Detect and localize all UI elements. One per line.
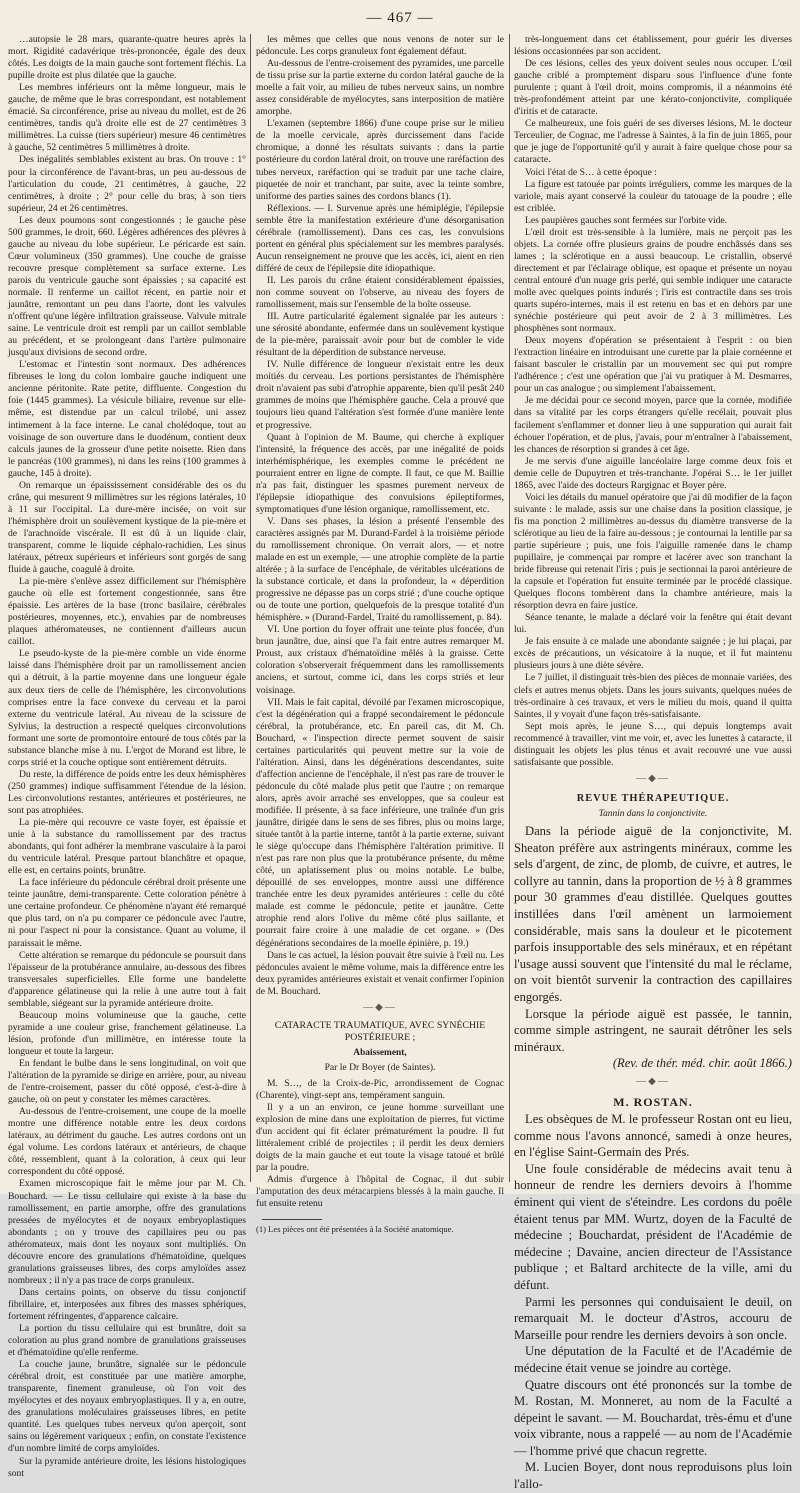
paragraph: L'estomac et l'intestin sont normaux. Des adhérences fibreuses le long du colon lombaire gauche indiquent une ancienne péritonite. Rate petite, diffluente. Congestion du foie (1445 grammes). La vésicule biliaire, revenue sur elle-même, est distendue par un calcul trilobé, uni assez intimement à la face interne. Le canal cholédoque, tout au voisinage de son ouverture dans le duodénum, contient deux calculs jaunes de la grosseur d'une petite noisette. Rien dans le pancréas (100 grammes), ni dans les reins (100 grammes à gauche, 145 à droite).	[8, 359, 246, 479]
section-heading-rostan: M. ROSTAN.	[613, 1094, 693, 1109]
paragraph: V. Dans ses phases, la lésion a présenté l'ensemble des caractères assignés par M. Durand-Fardel à la troisième période du ramollissement chronique. On verrait alors, — et notre malade en est un exemple, — une atrophie complète de la partie altérée ; à la surface de l'encéphale, de véritables ulcérations de la substance corticale, et dans la profondeur, la « déperdition progressive ne dépasse pas un corps strié ; d'une couche optique ou de toute une portion, quelquefois de la presque totalité d'un hémisphère. » (Durand-Fardel, Traité du ramollissement, p. 84).	[256, 515, 504, 624]
paragraph: Les paupières gauches sont fermées sur l'orbite vide.	[525, 214, 728, 226]
article-body-rostan	[514, 1111, 792, 1493]
paragraph: Lorsque la période aiguë est passée, le tannin, comme simple astringent, ne saurait détrôner les sels minéraux.	[514, 1006, 792, 1054]
column-divider	[509, 34, 510, 1182]
paragraph: La pie-mère qui recouvre ce vaste foyer, est épaissie et unie à la substance du ramollissement par des tractus abondants, qui font adhérer la membrane vasculaire à la paroi du ventricule latéral. Presque partout blanchâtre et opaque, elle est, en certains points, brunâtre.	[8, 817, 246, 877]
paragraph: Admis d'urgence à l'hôpital de Cognac, il dut subir l'amputation des deux métacarpiens blessés à la main gauche. Il fut ensuite retenu	[256, 1174, 504, 1210]
paragraph: …autopsie le 28 mars, quarante-quatre heures après la mort. Rigidité cadavérique très-prononcée, égale des deux côtés. Les doigts de la main gauche sont fortement fléchis. La pupille droite est plus dilatée que la gauche.	[8, 34, 246, 82]
paragraph: Je fais ensuite à ce malade une abondante saignée ; je lui plaçai, par excès de précautions, un vésicatoire à la nuque, et il fut maintenu plusieurs jours à une diète sévère.	[514, 636, 792, 672]
paragraph: L'œil droit est très-sensible à la lumière, mais ne perçoit pas les objets. La cornée offre plusieurs grains de poudre enchâssés dans ses lames ; la sclérotique en a aussi beaucoup. Le cristallin, observé directement et par l'éclairage oblique, est opaque et présente un noyau central entouré d'un nuage gris perlé, qui semble indiquer une cataracte molle avec quelques points indurés ; l'iris est contractile dans ses trois quarts supéro-internes, mais il est retenu en bas et en dehors par une synéchie postérieure qui peut avoir de 2 à 3 millimètres. Les phosphènes sont normaux.	[514, 226, 792, 335]
paragraph: Deux moyens d'opération se présentaient à l'esprit : ou bien l'extraction linéaire en introduisant une curette par la plaie cornéenne et faisant basculer le cristallin par un mouvement sec qui put rompre l'adhérence ; c'est une opération que j'ai vu pratiquer à M. Desmarres, pour un cas analogue ; ou simplement l'abaissement.	[514, 335, 792, 395]
paragraph: Je me décidai pour ce second moyen, parce que la cornée, modifiée dans sa vitalité par les corps étrangers qu'elle recélait, pouvait plus facilement s'enflammer et donner lieu à une suppuration qui aurait fait échouer l'opération, et de plus, j'avais, pour m'entraîner à l'abaissement, les chances de résorption si grandes à cet âge.	[514, 395, 792, 455]
ornament-divider: —◆—	[636, 772, 670, 784]
paragraph: Beaucoup moins volumineuse que la gauche, cette pyramide a une couleur grise, franchement gélatineuse. La lésion, profonde d'un millimètre, en intéresse toute la longueur et toute la largeur.	[8, 1009, 246, 1057]
column-3	[514, 34, 792, 1492]
paragraph: Quatre discours ont été prononcés sur la tombe de M. Rostan, M. Monneret, au nom de la Faculté a dépeint le savant. — M. Bouchardat, très-ému et d'une voix vibrante, nous a rappelé — au nom de l'Académie — l'homme privé que chacun regrette.	[514, 1377, 792, 1458]
paragraph: très-longuement dans cet établissement, pour guérir les diverses lésions occasionnées par son accident.	[514, 34, 792, 58]
footnote: (1) Les pièces ont été présentées à la Société anatomique.	[256, 1223, 454, 1234]
ornament-divider: —◆—	[636, 1075, 670, 1087]
section-subheading: Tannin dans la conjonctivite.	[598, 808, 708, 819]
paragraph: Dans le cas actuel, la lésion pouvait être suivie à l'œil nu. Les pédoncules avaient le même volume, mais la différence entre les deux pyramides antérieures existait et venait confirmer l'opinion de M. Bouchard.	[256, 949, 504, 997]
paragraph: III. Autre particularité également signalée par les auteurs : une sérosité abondante, enfermée dans un soulèvement kystique de la pie-mère, paraissait avoir pour but de combler le vide résultant de la déperdition de substance nerveuse.	[256, 311, 504, 359]
paragraph: M. Lucien Boyer, dont nous reproduisons plus loin l'allo-	[514, 1460, 792, 1492]
paragraph: Ce malheureux, une fois guéri de ses diverses lésions, M. le docteur Terceulier, de Cognac, me l'adresse à Saintes, à la fin de juin 1865, pour que je juge de l'opportunité qu'il y aurait à faire quelque chose pour sa cataracte.	[514, 118, 792, 166]
paragraph: Quant à l'opinion de M. Baume, qui cherche à expliquer l'intensité, la fréquence des accès, par une inégalité de poids interhémisphérique, les exemples comme le précédent ne pourraient entrer en ligne de compte. Il faut, ce que M. Baillie n'a pas fait, distinguer les spasmes purement nerveux de l'épilepsie idiopathique des convulsions épileptiformes, symptomatiques d'une lésion organique, ramollissement, etc.	[256, 431, 504, 515]
article-subtitle: Abaissement,	[353, 1047, 407, 1058]
page-number: — 467 —	[366, 10, 434, 26]
paragraph: La couche jaune, brunâtre, signalée sur le pédoncule cérébral droit, est constituée par une matière amorphe, transparente, finement granuleuse, où l'on voit des myélocytes et des noyaux embryoplastiques. Il y a, en outre, des granulations moléculaires graisseuses libres, en petite quantité. Les quelques tubes nerveux qu'on aperçoit, sont sains ou légèrement variqueux ; enfin, on constate l'existence d'un nombre limité de corps amyloïdes.	[8, 1359, 246, 1455]
paragraph: Il y a un an environ, ce jeune homme surveillant une explosion de mine dans une exploitation de pierres, fut victime d'un accident qui fit éclater prématurément la poudre. Il fut littéralement criblé de projectiles ; il perdit les deux derniers doigts de la main gauche et eut toute la visage tatoué et brûlé par la poudre.	[256, 1102, 504, 1174]
paragraph: Sept mois après, le jeune S…, qui depuis longtemps avait recommencé à travailler, vint me voir, et, avec les lunettes à cataracte, il distinguait les objets les plus ténus et avait recouvré une vue aussi satisfaisante que possible.	[514, 720, 792, 768]
paragraph: Le 7 juillet, il distinguait très-bien des pièces de monnaie variées, des clefs et autres menus objets. Dans les jours suivants, quelques nuées de très-ordinaire à ces travaux, et vers le milieu du mois, quand il quitta Saintes, il y voyait d'une façon très-satisfaisante.	[514, 672, 792, 720]
paragraph: VI. Une portion du foyer offrait une teinte plus foncée, d'un brun jaunâtre, due, ainsi que l'a fait entre autres remarquer M. Proust, aux cristaux d'hématoïdine mêlés à la graisse. Cette coloration s'observerait fréquemment dans les ramollissements anciens, et surtout, comme ici, dans les corps striés et leur voisinage.	[256, 624, 504, 696]
paragraph: Les obsèques de M. le professeur Rostan ont eu lieu, comme nous l'avons annoncé, samedi à onze heures, en l'église Saint-Germain des Prés.	[514, 1112, 792, 1160]
article-body-cataract-continued	[514, 34, 792, 769]
paragraph: La face inférieure du pédoncule cérébral droit présente une teinte jaunâtre, demi-transparente. Cette coloration pénètre à une certaine profondeur. Ce phénomène n'ayant été remarqué que plus tard, on n'a pu comparer ce pédoncule avec l'autre, ni pour l'aspect ni pour la consistance. Quant au volume, il paraissait le même.	[8, 877, 246, 949]
column-2	[256, 34, 504, 1234]
paragraph: On remarque un épaississement considérable des os du crâne, qui mesurent 9 millimètres sur les régions latérales, 10 à 11 sur l'occipital. La dure-mère incisée, on voit sur l'hémisphère droit un soulèvement kystique de la pie-mère et de l'arachnoïde viscérale. Il est dû à un liquide clair, transparent, comme le liquide céphalo-rachidien. Les sinus latéraux, pétreux supérieurs et inférieurs sont gorgés de sang fluide à gauche, coagulé à droite.	[8, 479, 246, 576]
paragraph: L'examen (septembre 1866) d'une coupe prise sur le milieu de la moelle cervicale, après durcissement dans l'acide chromique, a donné les résultats suivants : dans la partie postérieure du cordon latéral droit, on trouve une raréfaction des tubes nerveux, raréfaction qui se traduit par une tache claire, piquetée de noir et tranchant, par suite, avec la teinte sombre, uniforme des parties saines des cordons blancs (1).	[256, 118, 504, 202]
paragraph: Dans la période aiguë de la conjonctivite, M. Sheaton préfère aux astringents minéraux, comme les sels d'argent, de zinc, de plomb, de cuivre, et autres, le collyre au tannin, dans la proportion de ½ à 8 grammes pour 30 grammes d'eau distillée. Quelques gouttes instillées dans l'œil amènent un larmoiement considérable, mais sans la douleur et le picotement parfois insupportable des sels minéraux, et en répétant l'usage aussi souvent que l'intensité du mal le réclame, on voit bientôt survenir la contraction des capillaires engorgés.	[514, 824, 792, 1004]
paragraph: Je me servis d'une aiguille lancéolaire large comme deux fois et demie celle de Dupuytren et très-tranchante. J'opérai S… le 1er juillet 1865, avec l'aide des docteurs Rargignac et Boyer père.	[514, 455, 792, 491]
column-divider	[250, 34, 251, 1182]
paragraph: Séance tenante, le malade a déclaré voir la fenêtre qui était devant lui.	[514, 612, 792, 636]
paragraph: Au-dessous de l'entre-croisement, une coupe de la moelle montre une différence notable entre les deux cordons latéraux, au détriment du gauche. Les autres cordons ont un égal volume. Les cordons latéraux et antérieurs, de chaque côté, ressemblent, quant à la coloration, à ceux qui leur correspondent du côté opposé.	[8, 1106, 246, 1178]
footnote-rule	[262, 1219, 322, 1220]
paragraph: Les deux poumons sont congestionnés ; le gauche pèse 500 grammes, le droit, 660. Légères adhérences des plèvres à gauche au niveau du lobe supérieur. Le péricarde est sain. Cœur volumineux (350 grammes). Une couche de graisse recouvre presque complètement sa surface externe. Les parois du ventricule gauche sont épaissies ; sa capacité est normale. Il renferme un caillot récent, en partie noir et jaunâtre, remontant un peu dans l'aorte, dont les valvules n'offrent qu'une légère infiltration graisseuse. Valvule mitrale saine. Le ventricule droit est rempli par un caillot semblable au précédent, et se prolongeant dans l'artère pulmonaire jusqu'aux divisions de second ordre.	[8, 214, 246, 359]
paragraph: Les membres inférieurs ont la même longueur, mais le gauche, de même que le bras correspondant, est notablement émacié. Sa circonférence, prise au niveau du mollet, est de 26 centimètres, tandis qu'à droite elle est de 27 centimètres 3 millimètres. La cuisse (tiers supérieur) mesure 46 centimètres à gauche, 52 centimètres 5 millimètres à droite.	[8, 82, 246, 154]
article-title-cataract: CATARACTE TRAUMATIQUE, AVEC SYNÉCHIE POSTÉRIEURE ;	[274, 1019, 486, 1043]
paragraph: La portion du tissu cellulaire qui est brunâtre, doit sa coloration au plus grand nombre de granulations graisseuses et d'hématoïdine qu'elle renferme.	[8, 1323, 246, 1359]
paragraph: La pie-mère s'enlève assez difficilement sur l'hémisphère gauche où elle est fortement congestionnée, sans être épaissie. Les artères de la base (tronc basilaire, cérébrales postérieures, moyennes, etc.), envahies par de nombreuses plaques athéromateuses, ne contiennent d'ailleurs aucun caillot.	[8, 576, 246, 648]
paragraph: Réflexions. — I. Survenue après une hémiplégie, l'épilepsie semble être la manifestation extérieure d'une désorganisation cérébrale (ramollissement). Dans ces cas, les convulsions portent en général plus spécialement sur les membres paralysés. Aucun renseignement ne prouve que les accès, ici, aient en rien différé de ceux de l'épilepsie dite idiopathique.	[256, 202, 504, 274]
article-byline: Par le Dr Boyer (de Saintes).	[324, 1061, 436, 1073]
paragraph: M. S…, de la Croix-de-Pic, arrondissement de Cognac (Charente), vingt-sept ans, tempérament sanguin.	[256, 1077, 504, 1102]
paragraph: Le pseudo-kyste de la pie-mère comble un vide énorme laissé dans l'hémisphère droit par un ramollissement ancien qui a détruit, à la partie moyenne dans une longueur égale aux deux tiers de celle de l'hémisphère, les circonvolutions comprises entre la face convexe du cerveau et la paroi externe du ventricule latéral. Au niveau de la scissure de Sylvius, la destruction a respecté quelques circonvolutions formant une sorte de promontoire entouré de tous côtés par la substance blanche mise à nu. L'ergot de Morand est libre, le corps strié et la couche optique sont entièrement détruits.	[8, 648, 246, 768]
section-heading-therapeutique: REVUE THÉRAPEUTIQUE.	[576, 792, 730, 804]
paragraph: Parmi les personnes qui conduisaient le deuil, on remarquait M. le docteur d'Astros, accouru de Marseille pour rendre les derniers devoirs à son oncle.	[514, 1294, 792, 1342]
paragraph: En fendant le bulbe dans le sens longitudinal, on voit que l'altération de la pyramide se dirige en arrière, pour, au niveau de l'entre-croisement, passer du côté opposé, c'est-à-dire à gauche, où on peut y constater les mêmes caractères.	[8, 1057, 246, 1106]
article-body-cataract	[256, 1078, 504, 1211]
paragraph: De ces lésions, celles des yeux doivent seules nous occuper. L'œil gauche criblé a promptement disparu sous l'influence d'une fonte purulente ; quant à l'œil droit, moins compromis, il a néanmoins été très-profondément atteint par une kérato-conjonctivite, compliquée d'iritis et de cataracte.	[514, 58, 792, 118]
paragraph: Une députation de la Faculté et de l'Académie de médecine était venue se joindre au cortège.	[514, 1344, 792, 1375]
paragraph: Cette altération se remarque du pédoncule se poursuit dans l'épaisseur de la protubérance annulaire, au-dessous des fibres transversales superficielles. Elle forme une bandelette d'apparence gélatineuse qui la relie à une autre tout à fait semblable, siégeant sur la pyramide antérieure droite.	[8, 949, 246, 1009]
paragraph: Voici les détails du manuel opératoire que j'ai dû modifier de la façon suivante : le malade, assis sur une chaise dans la position classique, je fis ma ponction 2 millimètres au-dessus du diamètre transverse de la sclérotique au lieu de la faire au-dessous ; je contournai la lentille par sa partie supérieure ; puis, une fois l'aiguille ramenée dans le champ pupillaire, je commençai par rompre et lacérer avec son tranchant la bride fibreuse qui retenait l'iris ; puis je sectionnai la paroi antérieure de la capsule et l'opération fut ensuite terminée par le procédé classique. Quelques flocons tombèrent dans la chambre antérieure, mais la résorption devra en faire justice.	[514, 491, 792, 612]
paragraph: Voici l'état de S… à cette époque :	[525, 166, 657, 178]
paragraph: Sur la pyramide antérieure droite, les lésions histologiques sont	[8, 1455, 246, 1479]
paragraph: II. Les parois du crâne étaient considérablement épaissies, non comme souvent on l'observe, au niveau des foyers de ramollissement, mais sur l'ensemble de la boîte osseuse.	[256, 274, 504, 311]
paragraph: Du reste, la différence de poids entre les deux hémisphères (250 grammes) indique suffisamment l'étendue de la lésion. Les circonvolutions restantes, antérieures et postérieures, ne sont pas atrophiées.	[8, 768, 246, 816]
column-1	[8, 34, 246, 1479]
paragraph: IV. Nulle différence de longueur n'existait entre les deux moitiés du cerveau. Les portions persistantes de l'hémisphère droit n'avaient pas subi d'atrophie apparente, bien qu'il pesât 240 grammes de moins que l'hémisphère gauche. Cela a prouvé que toujours lieu quand l'altération s'est formée d'une manière lente et progressive.	[256, 359, 504, 431]
paragraph: Examen microscopique fait le même jour par M. Ch. Bouchard. — Le tissu cellulaire qui existe à la base du ramollissement, en partie amorphe, offre des granulations pressées de myélocytes et de noyaux embryoplastiques abondants ; on y trouve des capillaires peu ou pas athéromateux, mais dont les noyaux sont multipliés. On découvre encore des granulations d'hématoïdine, quelques granulations graisseuses libres, des corps amyloïdes assez nombreux ; il n'y a pas trace de corps granuleux.	[8, 1178, 246, 1286]
paragraph: Des inégalités semblables existent au bras. On trouve : 1° pour la circonférence de l'avant-bras, un peu au-dessous de l'articulation du coude, 21 centimètres, à gauche, 22 centimètres, à droite ; 2° pour celle du bras, à son tiers supérieur, 24 et 26 centimètres.	[8, 154, 246, 214]
ornament-divider: —◆—	[363, 1001, 397, 1013]
paragraph: Dans certains points, on observe du tissu conjonctif fibrillaire, et, interposées aux fibres des masses sphériques, fortement réfringentes, d'apparence calcaire.	[8, 1286, 246, 1322]
paragraph: les mêmes que celles que nous venons de noter sur le pédoncule. Les corps granuleux font également défaut.	[256, 34, 504, 58]
paragraph: VII. Mais le fait capital, dévoilé par l'examen microscopique, c'est la dégénération qui a frappé secondairement le pédoncule cérébral, la protubérance, etc. En pareil cas, dit M. Ch. Bouchard, « l'inspection directe permet souvent de saisir certaines particularités qui peuvent mettre sur la voie de l'altération. Ainsi, dans les dégénérations descendantes, suite d'affection ancienne de l'encéphale, il n'est pas rare de trouver le pédoncule du côté malade plus petit que l'autre ; on remarque alors, après avoir arraché ses enveloppes, que sa couleur est modifiée. Il présente, à sa face inférieure, une traînée d'un gris jaunâtre, dirigée dans le sens de ses fibres, plus ou moins large, située tantôt à la partie interne, tantôt à la partie externe, suivant le siège qu'occupe dans l'hémisphère l'altération primitive. Il n'est pas rare non plus que la protubérance présente, du même côté, un aplatissement plus ou moins notable. Le bulbe, dépouillé de ses enveloppes, montre aussi une différence tranchée entre les deux pyramides antérieures : celle du côté malade est comme le pédoncule, petite et jaunâtre. Cette atrophie rend alors l'olive du même côté plus saillante, et pourrait faire croire à une maladie de cet organe. » (Des dégénérations secondaires de la moelle épinière, p. 19.)	[256, 696, 504, 949]
paragraph: La figure est tatouée par points irréguliers, comme les marques de la variole, mais ayant conservé la couleur du tatouage de la poudre ; elle est criblée.	[514, 178, 792, 214]
source-citation: (Rev. de thér. méd. chir. août 1866.)	[612, 1056, 792, 1071]
column-2-articles	[256, 34, 504, 998]
paragraph: Au-dessous de l'entre-croisement des pyramides, une parcelle de tissu prise sur la partie externe du cordon latéral gauche de la moelle a fait voir, au milieu de tubes nerveux sains, un nombre assez considérable de myélocytes, sans interposition de matière amorphe.	[256, 58, 504, 118]
paragraph: Une foule considérable de médecins avait tenu à honneur de rendre les derniers devoirs à l'homme éminent qui vient de s'éteindre. Les cordons du poêle étaient tenus par MM. Wurtz, doyen de la Faculté de médecine ; Bouchardat, président de l'Académie de médecine ; Davaine, ancien directeur de l'Assistance publique ; et Baltard architecte de la ville, ami du défunt.	[514, 1161, 792, 1292]
article-body-tannin	[514, 823, 792, 1055]
